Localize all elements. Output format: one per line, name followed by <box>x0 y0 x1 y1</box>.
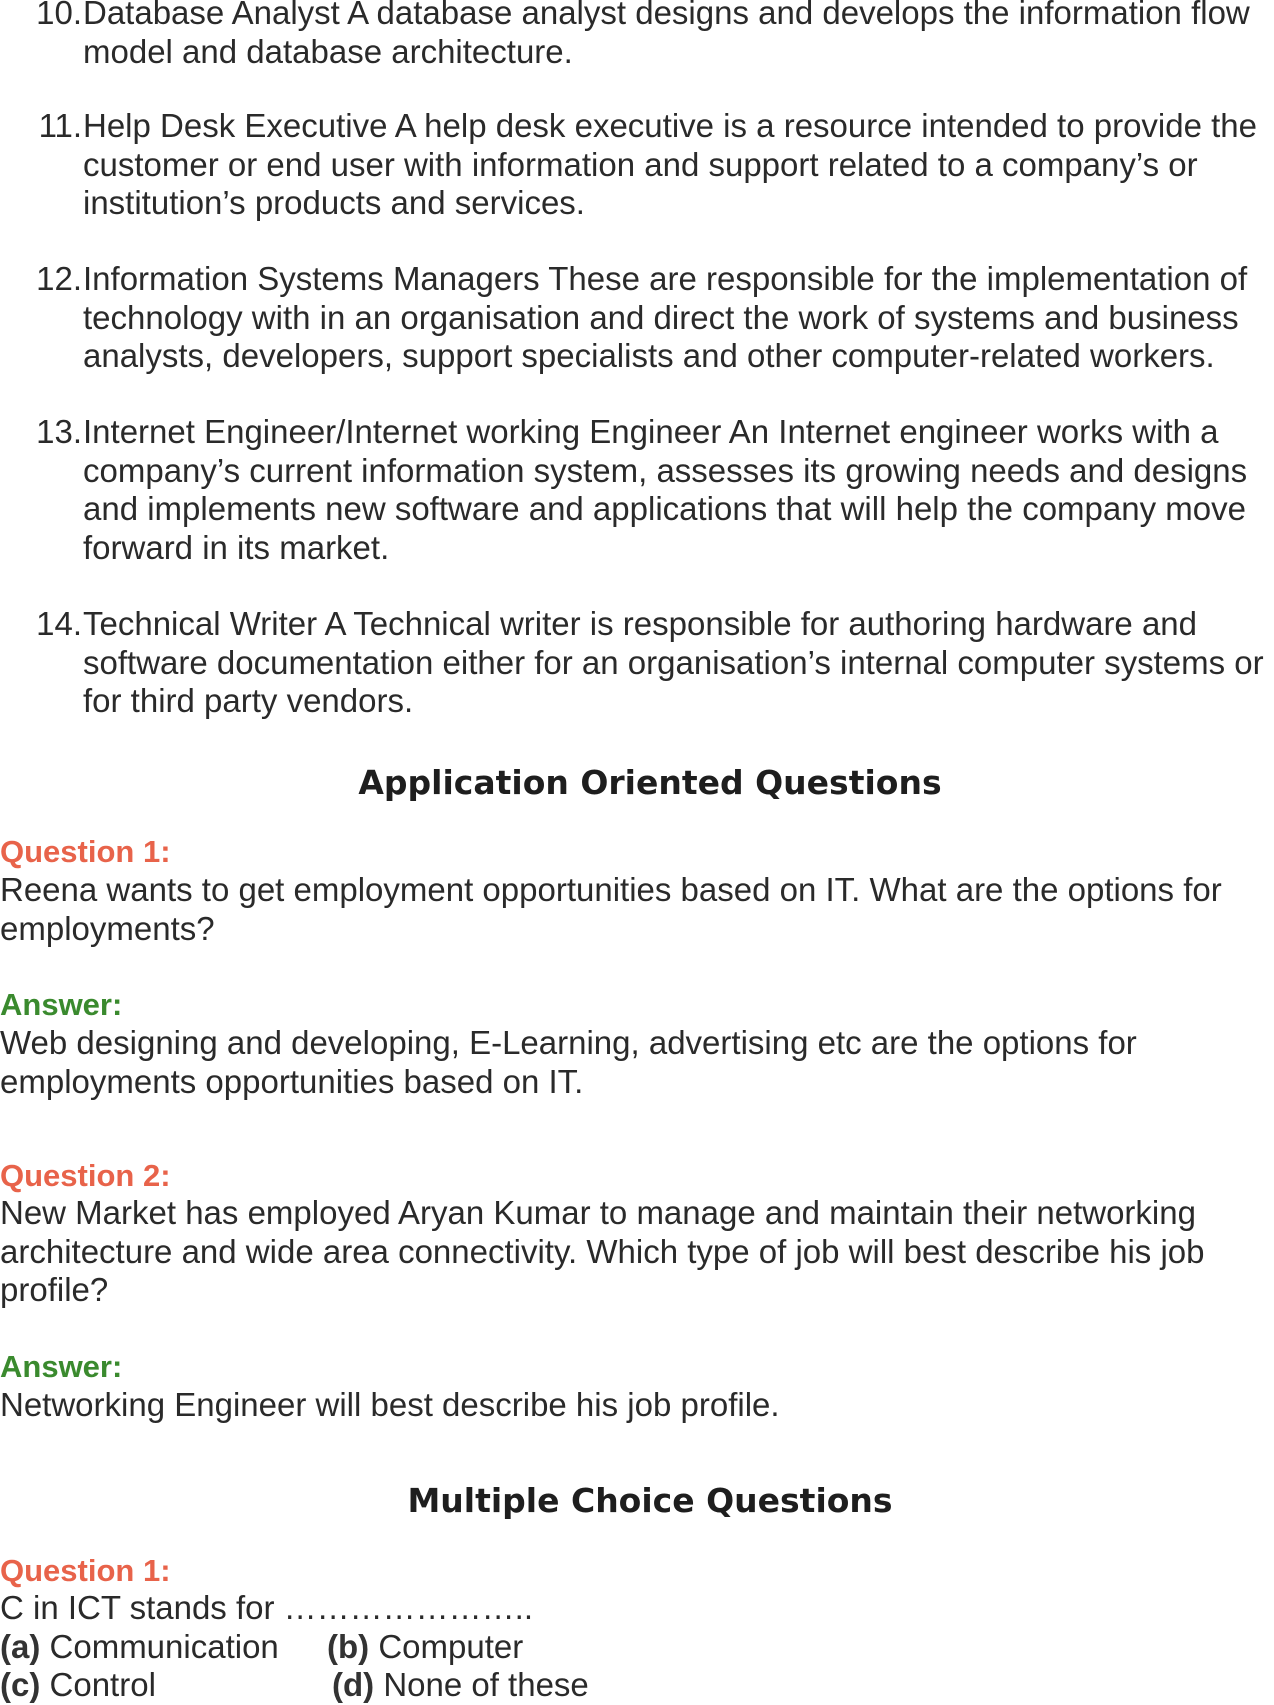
question-text: New Market has employed Aryan Kumar to manage and maintain their networking architecture and wide area connectivity. Which type of job will best describe his job profile? <box>0 1194 1205 1308</box>
list-number: 13. <box>36 413 82 450</box>
mcq-option-c <box>0 1666 156 1704</box>
list-item <box>32 107 1272 223</box>
mcq-option-b <box>327 1628 523 1666</box>
option-letter: (c) <box>0 1666 41 1703</box>
question-label: Question 2: <box>0 1158 171 1193</box>
list-item <box>32 413 1272 567</box>
list-number: 10. <box>36 0 82 31</box>
list-text: Internet Engineer/Internet working Engineer An Internet engineer works with a company’s current information system, assesses its growing needs and designs and implements new software and applications that will help the company move forward in its market. <box>83 413 1248 566</box>
list-item <box>32 260 1272 376</box>
list-item <box>32 0 1272 71</box>
option-text: Computer <box>378 1628 524 1665</box>
list-text: Help Desk Executive A help desk executive is a resource intended to provide the customer or end user with information and support related to a company’s or institution’s products and services. <box>83 107 1258 221</box>
mcq-option-a <box>0 1628 279 1666</box>
option-letter: (b) <box>327 1628 370 1665</box>
section-heading-application: Application Oriented Questions <box>358 763 942 802</box>
list-item <box>32 605 1272 721</box>
question-label: Question 1: <box>0 1553 171 1588</box>
question-text: C in ICT stands for ………………….. <box>0 1589 533 1626</box>
question-label: Question 1: <box>0 834 171 869</box>
section-heading-mcq: Multiple Choice Questions <box>407 1481 893 1520</box>
list-text: Database Analyst A database analyst designs and develops the information flow model and database architecture. <box>83 0 1250 70</box>
question-text: Reena wants to get employment opportunities based on IT. What are the options for employments? <box>0 871 1222 947</box>
list-number: 14. <box>36 605 82 642</box>
list-text: Information Systems Managers These are responsible for the implementation of technology with in an organisation and direct the work of systems and business analysts, developers, support specialists and other computer-related workers. <box>83 260 1248 374</box>
answer-text: Web designing and developing, E-Learning, advertising etc are the options for employments opportunities based on IT. <box>0 1024 1137 1100</box>
answer-label: Answer: <box>0 987 123 1022</box>
mcq-option-d <box>332 1666 589 1704</box>
option-text: None of these <box>383 1666 589 1703</box>
answer-text: Networking Engineer will best describe his job profile. <box>0 1386 780 1423</box>
list-text: Technical Writer A Technical writer is responsible for authoring hardware and software documentation either for an organisation’s internal computer systems or for third party vendors. <box>83 605 1264 719</box>
list-number: 12. <box>36 260 82 297</box>
option-text: Communication <box>49 1628 279 1665</box>
option-letter: (a) <box>0 1628 41 1665</box>
answer-label: Answer: <box>0 1349 123 1384</box>
list-number: 11. <box>38 107 82 144</box>
option-letter: (d) <box>332 1666 375 1703</box>
option-text: Control <box>49 1666 156 1703</box>
